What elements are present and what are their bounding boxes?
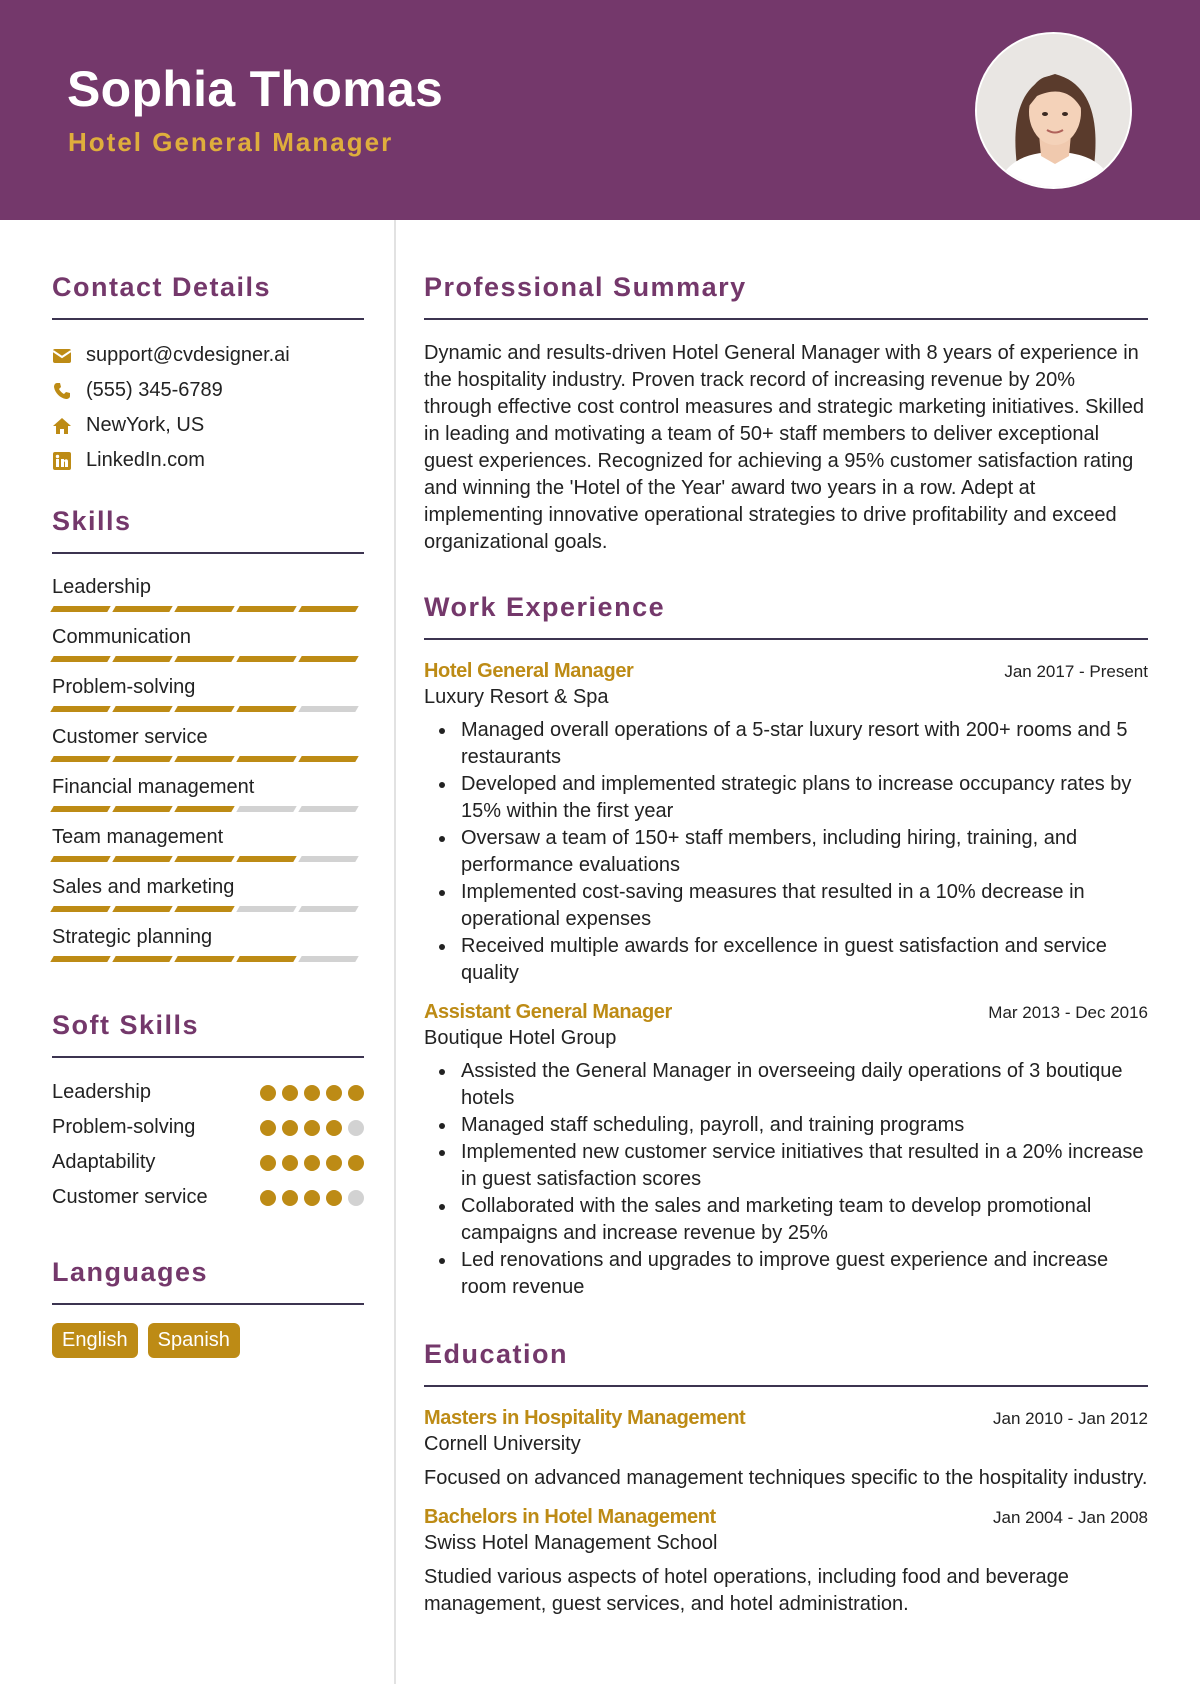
contact-section-title: Contact Details: [52, 272, 272, 302]
candidate-name: Sophia Thomas: [67, 61, 444, 117]
skill-item: [52, 572, 364, 622]
soft-skill-name: Problem-solving: [52, 1116, 196, 1138]
skill-name: Problem-solving: [52, 676, 196, 698]
job-company: Luxury Resort & Spa: [424, 686, 609, 708]
job-bullet: Led renovations and upgrades to improve guest experience and increase room revenue: [424, 1247, 1148, 1301]
contact-location: [52, 408, 364, 443]
skill-level-segment: [50, 606, 110, 612]
summary-section: [424, 272, 1148, 556]
skill-level-segment: [174, 856, 234, 862]
education-description: Studied various aspects of hotel operations, including food and beverage management, guest services, and hotel administration.: [424, 1566, 1069, 1615]
rating-dot: [326, 1190, 342, 1206]
job-bullet: Collaborated with the sales and marketing team to develop promotional campaigns and increase revenue by 25%: [424, 1193, 1148, 1247]
skill-name: Team management: [52, 826, 224, 848]
job-bullet: Implemented cost-saving measures that resulted in a 10% decrease in operational expenses: [424, 879, 1148, 933]
section-rule: [52, 1056, 364, 1058]
soft-skill-name: Customer service: [52, 1186, 208, 1208]
skill-item: [52, 672, 364, 722]
skill-level-bars: [52, 702, 364, 722]
contact-email-text: support@cvdesigner.ai: [86, 344, 290, 366]
skill-level-segment: [50, 756, 110, 762]
soft-skill-name: Adaptability: [52, 1151, 156, 1173]
job-bullet: Received multiple awards for excellence in guest satisfaction and service quality: [424, 933, 1148, 987]
contact-linkedin-text[interactable]: LinkedIn.com: [86, 449, 205, 471]
skill-level-segment: [174, 706, 234, 712]
soft-skill-rating: [260, 1190, 364, 1206]
summary-section-title: Professional Summary: [424, 272, 747, 302]
skill-level-segment: [236, 656, 296, 662]
skill-level-segment: [298, 606, 358, 612]
envelope-icon: [52, 346, 72, 366]
job-bullet: Implemented new customer service initiatives that resulted in a 20% increase in guest satisfaction scores: [424, 1139, 1148, 1193]
skill-level-bars: [52, 602, 364, 622]
experience-section-title: Work Experience: [424, 592, 666, 622]
rating-dot: [282, 1085, 298, 1101]
phone-icon: [52, 381, 72, 401]
left-column: [52, 220, 364, 1358]
candidate-title: Hotel General Manager: [68, 127, 394, 157]
skill-level-segment: [174, 806, 234, 812]
skill-level-segment: [174, 906, 234, 912]
skill-level-segment: [298, 756, 358, 762]
linkedin-icon: [52, 451, 72, 471]
rating-dot: [348, 1120, 364, 1136]
experience-section: [424, 592, 1148, 1301]
skill-level-segment: [236, 806, 296, 812]
skill-level-segment: [174, 956, 234, 962]
soft-skills-section-title: Soft Skills: [52, 1010, 200, 1040]
skill-level-segment: [236, 756, 296, 762]
job-title: Hotel General Manager: [424, 660, 634, 682]
skill-level-segment: [112, 756, 172, 762]
skill-level-segment: [112, 856, 172, 862]
skill-level-segment: [174, 606, 234, 612]
skill-level-segment: [112, 706, 172, 712]
skill-level-segment: [112, 956, 172, 962]
job-bullet: Oversaw a team of 150+ staff members, including hiring, training, and performance evaluations: [424, 825, 1148, 879]
languages-section-title: Languages: [52, 1257, 209, 1287]
school-name: Cornell University: [424, 1433, 581, 1455]
skill-level-segment: [174, 656, 234, 662]
skill-name: Sales and marketing: [52, 876, 235, 898]
skill-level-segment: [112, 606, 172, 612]
soft-skill-rating: [260, 1085, 364, 1101]
job-bullets: [424, 1058, 1148, 1301]
job-dates: Jan 2017 - Present: [1004, 662, 1148, 681]
skill-level-segment: [236, 706, 296, 712]
right-column: [424, 220, 1148, 1618]
avatar-portrait-icon: [977, 34, 1132, 189]
summary-text: Dynamic and results-driven Hotel General Manager with 8 years of experience in the hospitality industry. Proven track record of increasing revenue by 20% through effective cost control measures and strategic marketing initiatives. Skilled in leading and motivating a team of 50+ staff members to deliver exceptional guest experiences. Recognized for achieving a 95% customer satisfaction rating and winning the 'Hotel of the Year' award two years in a row. Adept at implementing innovative operational strategies to drive profitability and exceed organizational goals.: [424, 342, 1144, 553]
skill-level-segment: [236, 956, 296, 962]
skill-item: [52, 872, 364, 922]
skills-section-title: Skills: [52, 506, 132, 536]
education-section: [424, 1339, 1148, 1618]
skill-level-segment: [50, 806, 110, 812]
job-dates: Mar 2013 - Dec 2016: [988, 1003, 1148, 1022]
skill-level-segment: [298, 906, 358, 912]
soft-skill-name: Leadership: [52, 1081, 151, 1103]
rating-dot: [260, 1085, 276, 1101]
skill-level-segment: [298, 956, 358, 962]
soft-skill-item: [52, 1180, 364, 1215]
rating-dot: [304, 1120, 320, 1136]
education-section-title: Education: [424, 1339, 569, 1369]
soft-skill-rating: [260, 1155, 364, 1171]
soft-skill-rating: [260, 1120, 364, 1136]
skill-level-segment: [112, 906, 172, 912]
skill-level-segment: [236, 606, 296, 612]
header-banner: [0, 0, 1200, 220]
rating-dot: [348, 1085, 364, 1101]
skill-level-segment: [112, 656, 172, 662]
contact-email: [52, 338, 364, 373]
rating-dot: [304, 1190, 320, 1206]
skill-name: Financial management: [52, 776, 255, 798]
rating-dot: [260, 1120, 276, 1136]
rating-dot: [348, 1190, 364, 1206]
skill-level-bars: [52, 902, 364, 922]
skill-level-segment: [298, 656, 358, 662]
contact-location-text: NewYork, US: [86, 414, 205, 436]
soft-skills-section: [52, 1010, 364, 1215]
skills-section: [52, 506, 364, 972]
job-bullet: Assisted the General Manager in overseeing daily operations of 3 boutique hotels: [424, 1058, 1148, 1112]
skill-level-segment: [50, 906, 110, 912]
rating-dot: [282, 1155, 298, 1171]
section-rule: [424, 318, 1148, 320]
skill-level-segment: [298, 806, 358, 812]
column-divider: [394, 220, 396, 1684]
section-rule: [424, 638, 1148, 640]
job-entry: [424, 660, 1148, 987]
job-bullet: Developed and implemented strategic plans to increase occupancy rates by 15% within the first year: [424, 771, 1148, 825]
skill-name: Communication: [52, 626, 191, 648]
soft-skill-item: [52, 1145, 364, 1180]
contact-section: [52, 272, 364, 478]
skill-level-bars: [52, 952, 364, 972]
language-badge: Spanish: [148, 1323, 240, 1358]
rating-dot: [326, 1085, 342, 1101]
contact-phone-text: (555) 345-6789: [86, 379, 223, 401]
contact-phone: [52, 373, 364, 408]
skill-name: Customer service: [52, 726, 208, 748]
skill-level-segment: [298, 856, 358, 862]
soft-skill-item: [52, 1110, 364, 1145]
education-dates: Jan 2010 - Jan 2012: [992, 1409, 1148, 1428]
skill-name: Strategic planning: [52, 926, 213, 948]
rating-dot: [304, 1155, 320, 1171]
skill-level-bars: [52, 752, 364, 772]
job-bullets: [424, 717, 1148, 987]
job-bullet: Managed overall operations of a 5-star luxury resort with 200+ rooms and 5 restaurants: [424, 717, 1148, 771]
skill-level-bars: [52, 802, 364, 822]
home-icon: [52, 416, 72, 436]
section-rule: [52, 1303, 364, 1305]
section-rule: [424, 1385, 1148, 1387]
skills-list: [52, 572, 364, 972]
rating-dot: [326, 1120, 342, 1136]
soft-skills-list: [52, 1075, 364, 1215]
rating-dot: [260, 1155, 276, 1171]
education-dates: Jan 2004 - Jan 2008: [992, 1508, 1148, 1527]
rating-dot: [326, 1155, 342, 1171]
education-entry: [424, 1506, 1148, 1618]
skill-item: [52, 772, 364, 822]
skill-level-segment: [174, 756, 234, 762]
section-rule: [52, 552, 364, 554]
languages-section: [52, 1257, 364, 1358]
skill-level-bars: [52, 852, 364, 872]
skill-level-segment: [236, 856, 296, 862]
job-title: Assistant General Manager: [424, 1001, 672, 1023]
degree-title: Masters in Hospitality Management: [424, 1407, 746, 1429]
skill-item: [52, 622, 364, 672]
skill-item: [52, 922, 364, 972]
school-name: Swiss Hotel Management School: [424, 1532, 718, 1554]
skill-level-segment: [236, 906, 296, 912]
rating-dot: [260, 1190, 276, 1206]
profile-photo: [975, 32, 1132, 189]
education-entry: [424, 1407, 1148, 1492]
degree-title: Bachelors in Hotel Management: [424, 1506, 716, 1528]
skill-level-segment: [50, 856, 110, 862]
skill-item: [52, 722, 364, 772]
soft-skill-item: [52, 1075, 364, 1110]
language-badge: English: [52, 1323, 138, 1358]
job-company: Boutique Hotel Group: [424, 1027, 617, 1049]
skill-level-segment: [112, 806, 172, 812]
skill-level-segment: [298, 706, 358, 712]
rating-dot: [348, 1155, 364, 1171]
skill-level-bars: [52, 652, 364, 672]
education-description: Focused on advanced management techniques specific to the hospitality industry.: [424, 1467, 1148, 1489]
section-rule: [52, 318, 364, 320]
skill-name: Leadership: [52, 576, 151, 598]
skill-level-segment: [50, 706, 110, 712]
skill-item: [52, 822, 364, 872]
skill-level-segment: [50, 956, 110, 962]
job-bullet: Managed staff scheduling, payroll, and training programs: [424, 1112, 1148, 1139]
rating-dot: [282, 1190, 298, 1206]
languages-list: [52, 1323, 364, 1358]
rating-dot: [304, 1085, 320, 1101]
skill-level-segment: [50, 656, 110, 662]
contact-linkedin: [52, 443, 364, 478]
rating-dot: [282, 1120, 298, 1136]
job-entry: [424, 1001, 1148, 1301]
